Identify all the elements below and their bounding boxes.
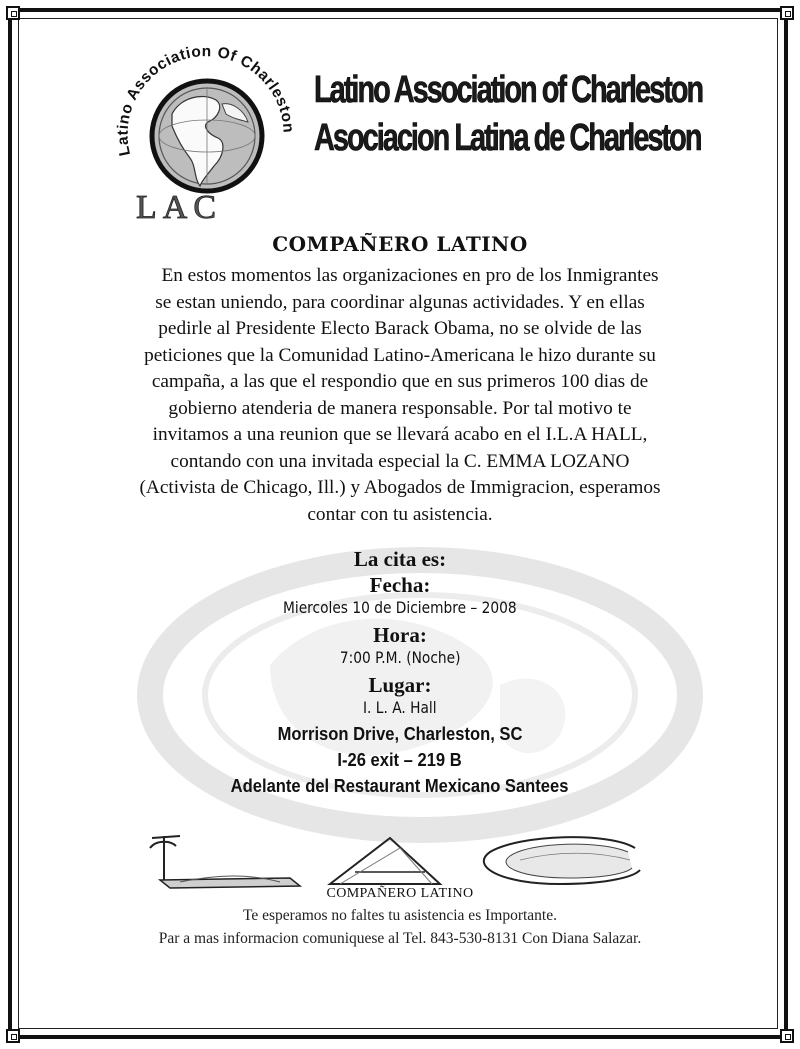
border-corner-ornament [6,1029,20,1043]
time-label: Hora: [373,623,427,647]
border-corner-ornament [6,6,20,20]
body-paragraph [100,263,700,528]
time-value: 7:00 P.M. (Noche) [339,648,461,667]
body-line: peticiones que la Comunidad Latino-Americana le hizo durante su [144,344,656,366]
footer-name: COMPAÑERO LATINO [326,886,474,901]
address-text: Morrison Drive, Charleston, SC [277,724,523,744]
logo-ring-text: Latino Association Of Charleston [114,43,297,158]
lac-logo [110,40,300,230]
body-line: En estos momentos las organizaciones en pro de los Inmigrantes [161,265,659,286]
body-line: contar con tu asistencia. [307,503,493,525]
body-line: gobierno atenderia de manera responsable. Por tal motivo te [168,397,632,419]
landmark-text: Adelante del Restaurant Mexicano Santees [231,776,569,796]
org-title-spanish: Asociacion Latina de Charleston [314,117,701,159]
border-corner-ornament [780,6,794,20]
svg-text:LAC: LAC [140,830,142,831]
event-details [0,546,800,798]
flyer-heading: COMPAÑERO LATINO [272,232,528,256]
place-value: I. L. A. Hall [363,698,437,717]
date-label: Fecha: [369,573,431,597]
svg-text:LAC: LAC [136,189,222,226]
body-line: contando con una invitada especial la C. EMMA LOZANO [170,450,630,472]
event-intro: La cita es: [353,547,447,571]
logo-letters [136,189,222,226]
body-line: (Activista de Chicago, Ill.) y Abogados de Immigracion, esperamos [139,477,661,498]
org-title-english: Latino Association of Charleston [314,69,703,111]
footer-line-2: Par a mas informacion comuniquese al Tel. 843-530-8131 Con Diana Salazar. [158,930,642,947]
body-line: campaña, a las que el respondio que en sus primeros 100 dias de [151,371,649,392]
date-value: Miercoles 10 de Diciembre – 2008 [283,598,517,617]
body-line: se estan uniendo, para coordinar algunas actividades. Y en ellas [155,291,645,313]
org-title-block [314,66,703,162]
border-corner-ornament [780,1029,794,1043]
exit-text: I-26 exit – 219 B [337,750,463,770]
body-line: pedirle al Presidente Electo Barack Obama, no se olvide de las [158,318,642,339]
body-line: invitamos a una reunion que se llevará acabo en el I.L.A HALL, [152,424,648,445]
footer-lac-logo [140,830,650,890]
place-label: Lugar: [368,673,432,697]
footer-line-1: Te esperamos no faltes tu asistencia es Importante. [243,907,557,924]
globe-icon [152,81,262,191]
